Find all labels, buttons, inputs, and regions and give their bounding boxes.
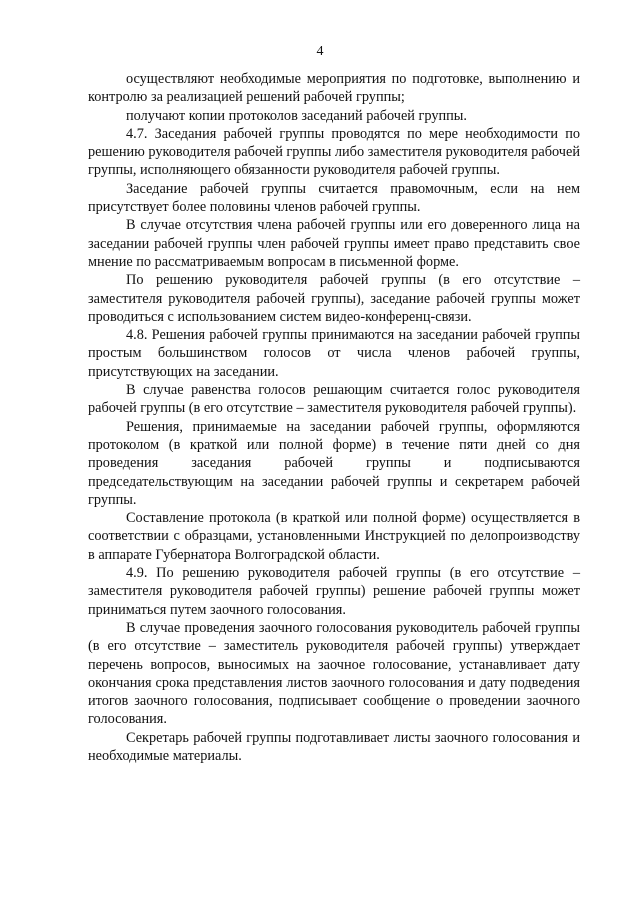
paragraph-video-conference: По решению руководителя рабочей группы (в его отсутствие – заместителя руководителя рабочей группы), заседание рабочей группы может проводиться с использованием систем видео-конференц-связи. bbox=[88, 272, 580, 325]
paragraph-4-8-decisions: 4.8. Решения рабочей группы принимаются на заседании рабочей группы простым большинством голосов от числа членов рабочей группы, присутствующих на заседании. bbox=[88, 327, 580, 380]
paragraph-duties-measures: осуществляют необходимые мероприятия по подготовке, выполнению и контролю за реализацией решений рабочей группы; bbox=[88, 71, 580, 106]
paragraph-duties-copies: получают копии протоколов заседаний рабочей группы. bbox=[126, 107, 467, 124]
paragraph-absent-member: В случае отсутствия члена рабочей группы или его доверенного лица на заседании рабочей группы член рабочей группы имеет право представить свое мнение по рассматриваемым вопросам в письменной форме. bbox=[88, 217, 580, 270]
paragraph-secretary-duties: Секретарь рабочей группы подготавливает листы заочного голосования и необходимые материалы. bbox=[88, 729, 580, 764]
paragraph-4-7-meetings: 4.7. Заседания рабочей группы проводятся по мере необходимости по решению руководителя рабочей группы либо заместителя руководителя рабочей группы, исполняющего обязанности руководителя рабочей группы. bbox=[88, 125, 580, 179]
paragraph-4-9-remote-voting: 4.9. По решению руководителя рабочей группы (в его отсутствие – заместителя руководителя рабочей группы) решение рабочей группы может приниматься путем заочного голосования. bbox=[88, 565, 580, 618]
paragraph-protocol-templates: Составление протокола (в краткой или полной форме) осуществляется в соответствии с образцами, установленными Инструкцией по делопроизводству в аппарате Губернатора Волгоградской области. bbox=[88, 510, 580, 563]
paragraph-remote-voting-procedure: В случае проведения заочного голосования руководитель рабочей группы (в его отсутствие – заместитель руководителя рабочей группы) утверждает перечень вопросов, выносимых на заочное голосование, устанавливает дату окончания срока представления листов заочного голосования и дату подведения итогов заочного голосования, подписывает сообщение о проведении заочного голосования. bbox=[88, 619, 580, 728]
page-number: 4 bbox=[316, 44, 324, 59]
paragraph-equal-votes: В случае равенства голосов решающим считается голос руководителя рабочей группы (в его отсутствие – заместителя руководителя рабочей группы). bbox=[88, 382, 580, 417]
document-body bbox=[88, 70, 580, 765]
paragraph-protocol-formation: Решения, принимаемые на заседании рабочей группы, оформляются протоколом (в краткой или полной форме) в течение пяти дней со дня проведения заседания рабочей группы и подписываются председательствующим на заседании рабочей группы и секретарем рабочей группы. bbox=[88, 418, 580, 508]
paragraph-quorum: Заседание рабочей группы считается правомочным, если на нем присутствует более половины членов рабочей группы. bbox=[88, 180, 580, 216]
